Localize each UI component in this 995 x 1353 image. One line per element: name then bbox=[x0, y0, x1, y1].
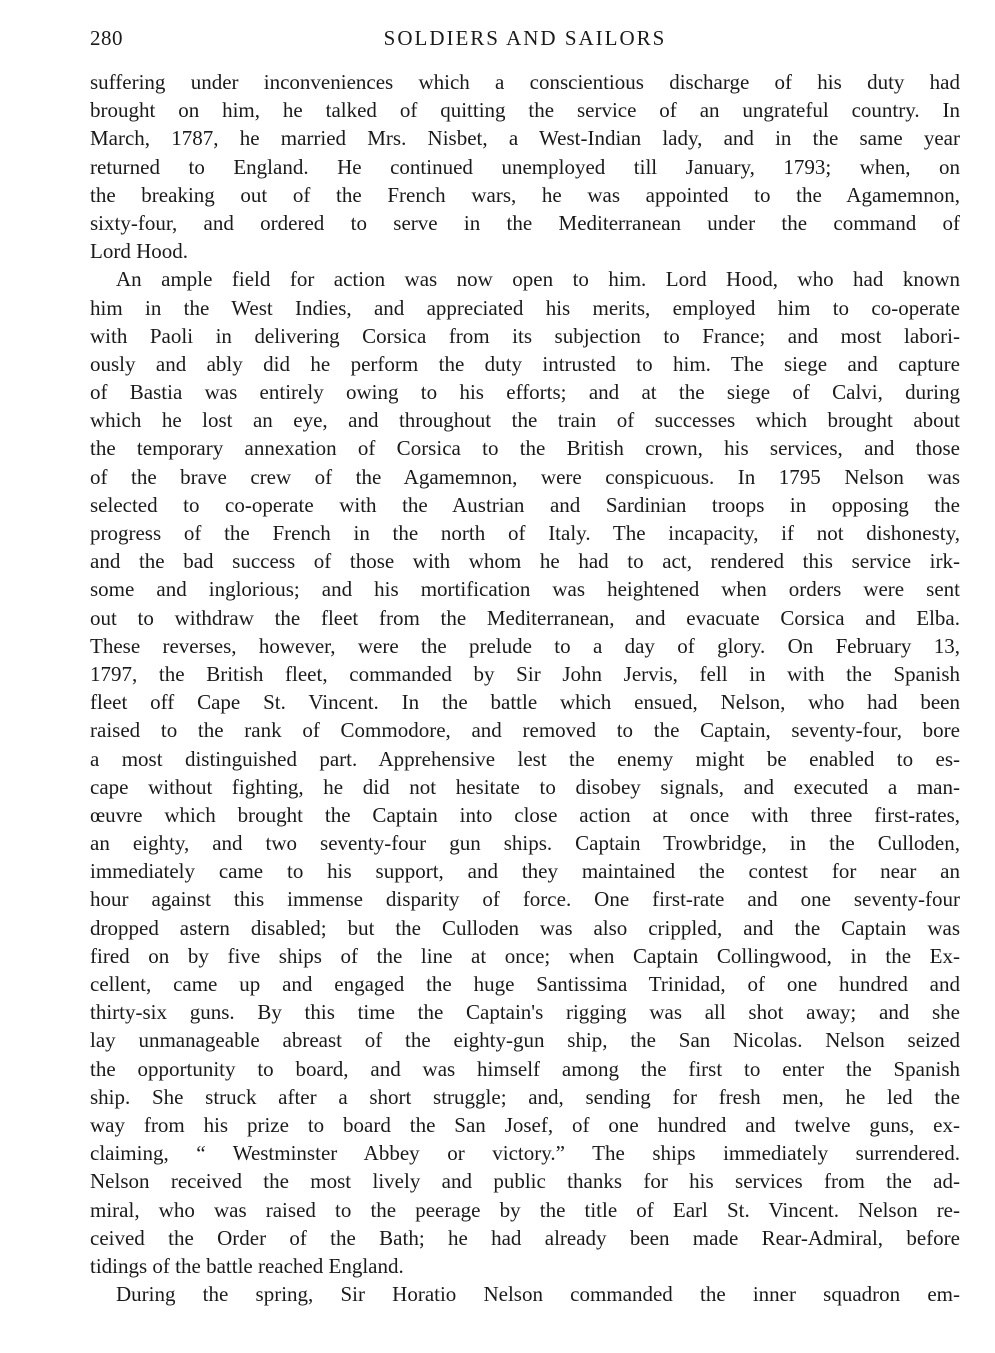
text-line: progress of the French in the north of Italy. The incapacity, if not dishonesty, bbox=[90, 521, 960, 545]
page-number: 280 bbox=[90, 26, 123, 50]
text-line: of Bastia was entirely owing to his efforts; and at the siege of Calvi, during bbox=[90, 380, 960, 405]
text-line: the breaking out of the French wars, he was appointed to the Agamemnon, bbox=[90, 182, 960, 207]
text-line: hour against this immense disparity of force. One first-rate and one seventy-four bbox=[90, 887, 960, 912]
text-line: suffering under inconveniences which a conscientious discharge of his duty had bbox=[90, 70, 960, 94]
text-line: selected to co-operate with the Austrian and Sardinian troops in opposing the bbox=[90, 492, 960, 517]
running-title: SOLDIERS AND SAILORS bbox=[383, 26, 667, 50]
text-line: 1797, the British fleet, commanded by Sir John Jervis, fell in with the Spanish bbox=[90, 661, 960, 686]
text-line: returned to England. He continued unemployed till January, 1793; when, on bbox=[90, 154, 960, 179]
text-line: March, 1787, he married Mrs. Nisbet, a West-Indian lady, and in the same year bbox=[90, 126, 960, 151]
text-line: which he lost an eye, and throughout the train of successes which brought about bbox=[90, 408, 960, 433]
text-line: dropped astern disabled; but the Culloden was also crippled, and the Captain was bbox=[90, 915, 960, 940]
text-line: thirty-six guns. By this time the Captain's rigging was all shot away; and she bbox=[90, 1000, 960, 1025]
text-line: the temporary annexation of Corsica to the British crown, his services, and those bbox=[90, 436, 960, 461]
text-line: Nelson received the most lively and public thanks for his services from the ad- bbox=[90, 1169, 960, 1194]
paragraph-start-line: During the spring, Sir Horatio Nelson commanded the inner squadron em- bbox=[116, 1282, 960, 1307]
paragraph-start-line: An ample field for action was now open to him. Lord Hood, who had known bbox=[116, 267, 960, 292]
text-line: tidings of the battle reached England. bbox=[90, 1253, 404, 1278]
text-line: cape without fighting, he did not hesitate to disobey signals, and executed a man- bbox=[90, 774, 960, 799]
text-line: some and inglorious; and his mortification was heightened when orders were sent bbox=[90, 577, 960, 602]
text-line: œuvre which brought the Captain into close action at once with three first-rates, bbox=[90, 802, 960, 827]
running-header bbox=[90, 24, 960, 56]
text-line: out to withdraw the fleet from the Mediterranean, and evacuate Corsica and Elba. bbox=[90, 605, 960, 630]
text-line: an eighty, and two seventy-four gun ships. Captain Trowbridge, in the Culloden, bbox=[90, 831, 960, 856]
text-line: claiming, “ Westminster Abbey or victory.” The ships immediately surrendered. bbox=[90, 1141, 960, 1166]
text-line: ship. She struck after a short struggle; and, sending for fresh men, he led the bbox=[90, 1084, 960, 1109]
text-line: immediately came to his support, and they maintained the contest for near an bbox=[90, 859, 960, 884]
book-page bbox=[90, 24, 960, 1308]
body-text bbox=[90, 68, 960, 1308]
text-line: These reverses, however, were the prelude to a day of glory. On February 13, bbox=[90, 633, 960, 658]
text-line: ously and ably did he perform the duty intrusted to him. The siege and capture bbox=[90, 351, 960, 376]
text-line: fired on by five ships of the line at once; when Captain Collingwood, in the Ex- bbox=[90, 943, 960, 968]
text-line: raised to the rank of Commodore, and removed to the Captain, seventy-four, bore bbox=[90, 718, 960, 743]
text-line: way from his prize to board the San Josef, of one hundred and twelve guns, ex- bbox=[90, 1112, 960, 1137]
text-line: the opportunity to board, and was himself among the first to enter the Spanish bbox=[90, 1056, 960, 1081]
text-line: brought on him, he talked of quitting the service of an ungrateful country. In bbox=[90, 98, 960, 123]
text-line: sixty-four, and ordered to serve in the Mediterranean under the command of bbox=[90, 210, 960, 235]
text-line: a most distinguished part. Apprehensive lest the enemy might be enabled to es- bbox=[90, 746, 960, 771]
text-line: with Paoli in delivering Corsica from its subjection to France; and most labori- bbox=[90, 323, 960, 348]
text-line: and the bad success of those with whom he had to act, rendered this service irk- bbox=[90, 549, 960, 574]
text-line: lay unmanageable abreast of the eighty-gun ship, the San Nicolas. Nelson seized bbox=[90, 1028, 960, 1053]
text-line: Lord Hood. bbox=[90, 239, 188, 264]
text-line: him in the West Indies, and appreciated his merits, employed him to co-operate bbox=[90, 295, 960, 320]
text-line: miral, who was raised to the peerage by the title of Earl St. Vincent. Nelson re- bbox=[90, 1197, 960, 1222]
text-line: ceived the Order of the Bath; he had already been made Rear-Admiral, before bbox=[90, 1225, 960, 1250]
text-line: of the brave crew of the Agamemnon, were conspicuous. In 1795 Nelson was bbox=[90, 464, 960, 489]
text-line: fleet off Cape St. Vincent. In the battle which ensued, Nelson, who had been bbox=[90, 690, 960, 715]
text-line: cellent, came up and engaged the huge Santissima Trinidad, of one hundred and bbox=[90, 972, 960, 996]
